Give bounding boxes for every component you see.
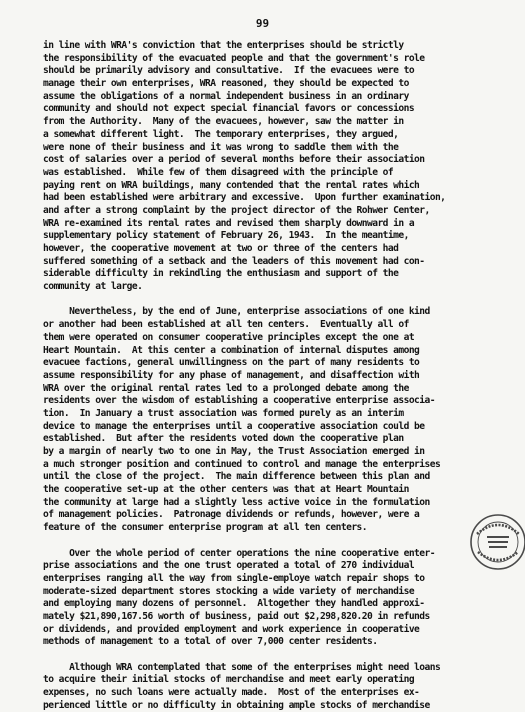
text-line: the community at large had a slightly less active voice in the formulation (43, 496, 430, 508)
text-line: tion. In January a trust association was formed purely as an interim (43, 407, 404, 419)
text-line: perienced little or no difficulty in obtaining ample stocks of merchandise (43, 699, 430, 711)
text-line: WRA re-examined its rental rates and revised them sharply downward in a (43, 217, 415, 229)
text-line: prise associations and the one trust operated a total of 270 individual (43, 560, 415, 572)
text-line: expenses, no such loans were actually made. Most of the enterprises ex- (43, 687, 420, 699)
text-line: and employing many dozens of personnel. Altogether they handled approxi- (43, 598, 425, 610)
text-line: until the close of the project. The main difference between this plan and (43, 471, 430, 483)
text-line: manage their own enterprises, WRA reasoned, they should be expected to (43, 78, 409, 90)
text-line: were none of their business and it was wrong to saddle them with the (43, 141, 399, 153)
text-line: moderate-sized department stores stocking a wide variety of merchandise (43, 585, 415, 597)
text-line: from the Authority. Many of the evacuees, however, saw the matter in (43, 116, 404, 128)
paragraph-gap (43, 649, 491, 662)
text-line: of management policies. Patronage dividends or refunds, however, were a (43, 509, 420, 521)
text-line: had been established were arbitrary and excessive. Upon further examination, (43, 192, 446, 204)
paragraph (43, 40, 491, 294)
text-line: assume the obligations of a normal independent business in an ordinary (43, 90, 409, 102)
text-line: the cooperative set-up at the other centers was that at Heart Mountain (43, 484, 409, 496)
text-line: feature of the consumer enterprise program at all ten centers. (43, 522, 368, 534)
text-line: in line with WRA's conviction that the enterprises should be strictly (43, 40, 404, 51)
text-line: and after a strong complaint by the project director of the Rohwer Center, (43, 204, 430, 216)
text-line: assume responsibility for any phase of management, and disaffection with (43, 369, 420, 381)
text-line: paying rent on WRA buildings, many contended that the rental rates which (43, 179, 420, 191)
text-line: siderable difficulty in rekindling the enthusiasm and support of the (43, 268, 399, 280)
text-line: a somewhat different light. The temporary enterprises, they argued, (43, 128, 399, 140)
text-line: Heart Mountain. At this center a combination of internal disputes among (43, 344, 420, 356)
text-line: or another had been established at all ten centers. Eventually all of (43, 319, 409, 331)
paragraph (43, 306, 491, 534)
text-line: cost of salaries over a period of several months before their association (43, 154, 425, 166)
text-line: or dividends, and provided employment and work experience in cooperative (43, 623, 420, 635)
text-line: established. But after the residents voted down the cooperative plan (43, 433, 404, 445)
text-line: Over the whole period of center operations the nine cooperative enter- (43, 547, 435, 559)
text-line: community at large. (43, 281, 143, 293)
paragraph (43, 548, 491, 650)
text-line: was established. While few of them disagreed with the principle of (43, 166, 394, 178)
text-line: mately $21,890,167.56 worth of business, paid out $2,298,820.20 in refunds (43, 610, 430, 622)
page-number: 99 (255, 17, 270, 30)
paragraph (43, 662, 491, 712)
text-line: supplementary policy statement of February 26, 1943. In the meantime, (43, 230, 409, 242)
text-line: by a margin of nearly two to one in May, the Trust Association emerged in (43, 446, 425, 457)
text-line: device to manage the enterprises until a cooperative association could be (43, 420, 425, 432)
text-line: community and should not expect special financial favors or concessions (43, 103, 415, 115)
paragraph-gap (43, 535, 491, 548)
text-line: them were operated on consumer cooperative principles except the one at (43, 331, 415, 343)
text-line: enterprises ranging all the way from single-employe watch repair shops to (43, 572, 425, 584)
text-line: to acquire their initial stocks of merchandise and meet early operating (43, 674, 415, 686)
text-line: methods of management to a total of over 7,000 center residents. (43, 636, 378, 648)
paragraph-gap (43, 294, 491, 307)
text-line: however, the cooperative movement at two or three of the centers had (43, 243, 399, 254)
text-line: a much stronger position and continued to control and manage the enterprises (43, 458, 441, 470)
text-line: suffered something of a setback and the leaders of this movement had con- (43, 255, 425, 267)
text-line: residents over the wisdom of establishing a cooperative enterprise associa- (43, 395, 435, 407)
text-line: should be primarily advisory and consultative. If the evacuees were to (43, 65, 415, 77)
library-stamp-seal (468, 512, 525, 572)
text-line: Although WRA contemplated that some of the enterprises might need loans (43, 661, 441, 673)
text-line: Nevertheless, by the end of June, enterprise associations of one kind (43, 306, 430, 318)
text-line: the responsibility of the evacuated people and that the government's role (43, 52, 425, 64)
text-line: WRA over the original rental rates led to a prolonged debate among the (43, 382, 409, 394)
body-text (43, 40, 491, 712)
text-line: evacuee factions, general unwillingness on the part of many residents to (43, 357, 420, 369)
